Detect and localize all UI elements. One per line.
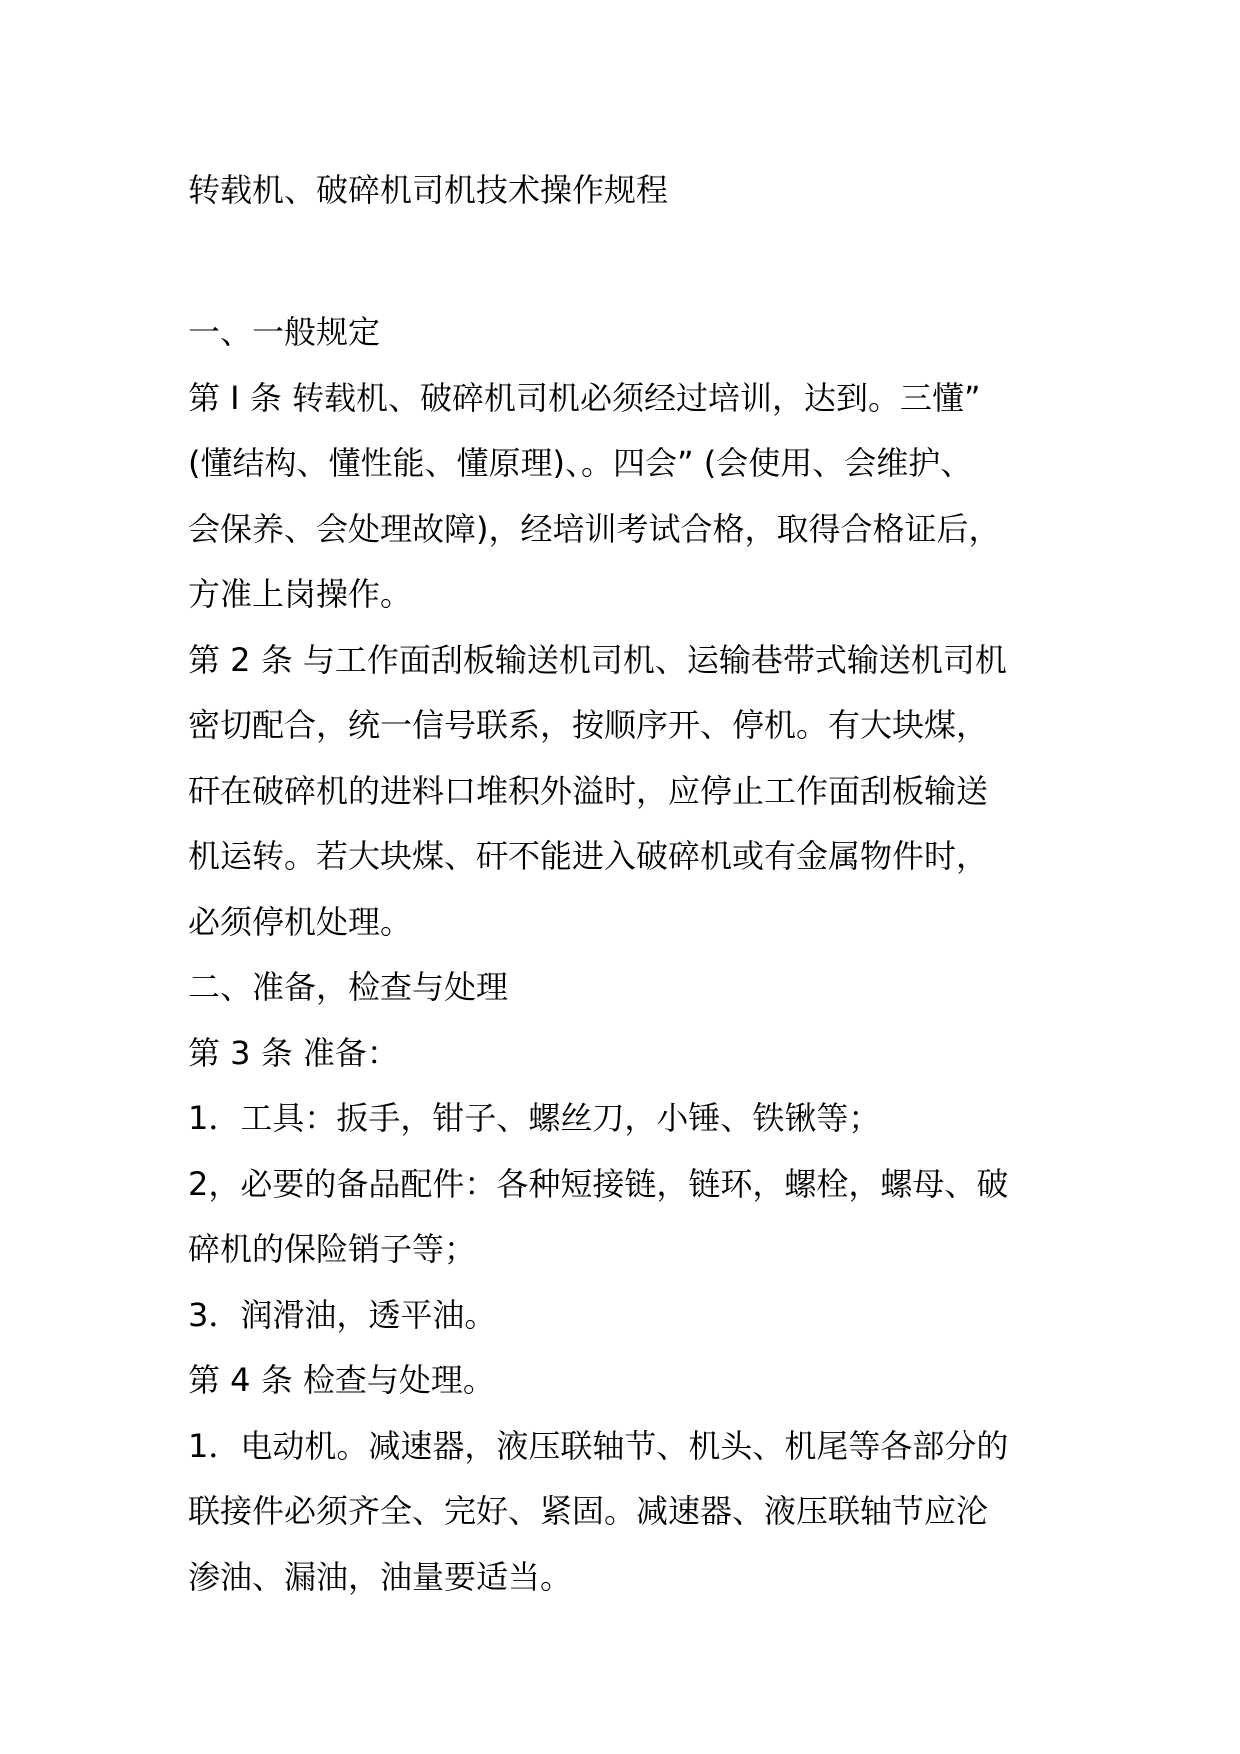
text-line: 第 4 条 检查与处理。 xyxy=(188,1361,495,1399)
section-heading-preparation: 二、准备，检查与处理 xyxy=(188,968,509,1006)
text-line: 第 2 条 与工作面刮板输送机司机、运输巷带式输送机司机 xyxy=(188,640,1007,679)
text-line: (懂结构、懂性能、懂原理)、。四会” (会使用、会维护、 xyxy=(188,444,973,482)
list-item: 3．润滑油，透平油。 xyxy=(188,1295,497,1334)
text-line: 第 3 条 准备： xyxy=(188,1033,399,1072)
text-line: 方准上岗操作。 xyxy=(188,575,413,613)
document-title: 转载机、破碎机司机技术操作规程 xyxy=(188,171,669,209)
text-line: 密切配合，统一信号联系，按顺序开、停机。有大块煤， xyxy=(188,706,989,744)
text-line: 会保养、会处理故障)，经培训考试合格，取得合格证后， xyxy=(188,509,1001,548)
list-item: 1．工具：扳手，钳子、螺丝刀，小锤、铁锹等； xyxy=(188,1099,881,1137)
text-line: 矸在破碎机的进料口堆积外溢时，应停止工作面刮板输送 xyxy=(188,771,989,810)
text-line: 必须停机处理。 xyxy=(188,902,413,941)
text-line: 碎机的保险销子等； xyxy=(188,1230,477,1268)
document-content xyxy=(188,168,1068,1610)
text-line: 渗油、漏油，油量要适当。 xyxy=(188,1557,573,1596)
text-line: 机运转。若大块煤、矸不能进入破碎机或有金属物件时， xyxy=(188,837,989,875)
text-line: 第 I 条 转载机、破碎机司机必须经过培训，达到。三懂” xyxy=(188,378,981,417)
section-heading-general: 一、一般规定 xyxy=(188,313,381,351)
text-line: 联接件必须齐全、完好、紧固。减速器、液压联轴节应沦 xyxy=(188,1492,989,1530)
document-body xyxy=(188,300,1068,1610)
list-item: 1．电动机。减速器，液压联轴节、机头、机尾等各部分的 xyxy=(188,1426,1009,1465)
list-item: 2，必要的备品配件：各种短接链，链环，螺栓，螺母、破 xyxy=(188,1164,1009,1203)
